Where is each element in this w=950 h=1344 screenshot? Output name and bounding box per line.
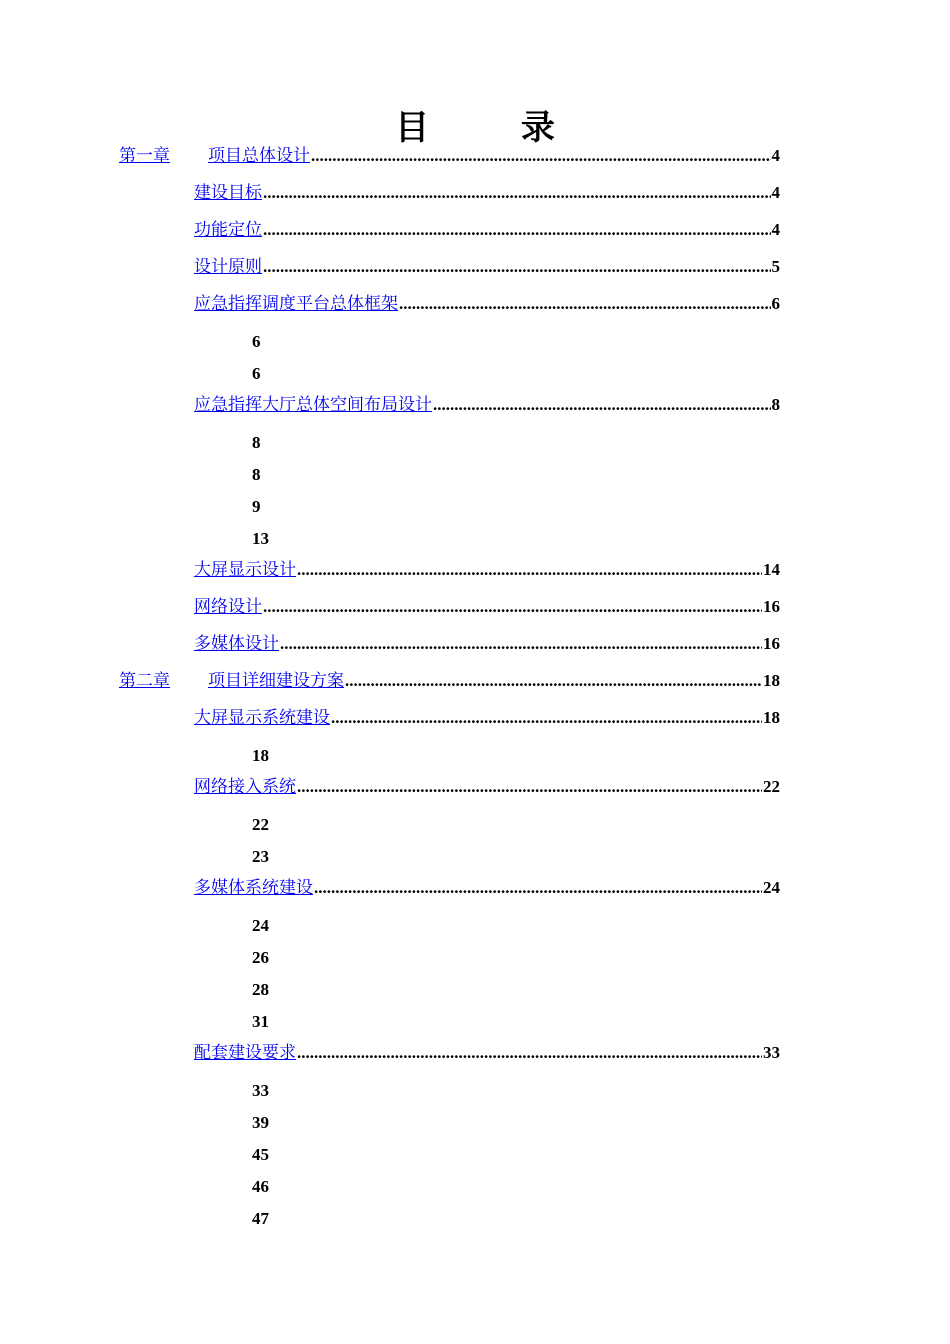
dot-leader [263, 219, 771, 241]
page-number: 8 [771, 395, 780, 414]
toc-section[interactable] [194, 776, 780, 798]
toc-subentry-page: 6 [252, 332, 261, 351]
dot-leader [314, 877, 762, 899]
dot-leader [297, 559, 762, 581]
page-number: 4 [771, 183, 780, 202]
toc-subentry-page: 13 [252, 529, 269, 548]
page-number: 4 [771, 146, 780, 165]
dot-leader [311, 145, 771, 167]
toc-subentry-page: 9 [252, 497, 261, 516]
dot-leader [345, 670, 762, 692]
page-number: 16 [763, 634, 780, 653]
toc-section[interactable] [194, 559, 780, 581]
toc-section[interactable] [194, 256, 780, 278]
toc-section[interactable] [194, 877, 780, 899]
section-title[interactable]: 多媒体设计 [194, 634, 279, 654]
page-number: 18 [763, 708, 780, 727]
page-number: 14 [763, 560, 780, 579]
section-title[interactable]: 建设目标 [194, 183, 262, 203]
page-number: 4 [771, 220, 780, 239]
section-title[interactable]: 网络设计 [194, 597, 262, 617]
section-title[interactable]: 设计原则 [194, 257, 262, 277]
page-number: 22 [763, 777, 780, 796]
toc-subentry-page: 45 [252, 1145, 269, 1164]
toc-section[interactable] [194, 596, 780, 618]
section-title[interactable]: 应急指挥大厅总体空间布局设计 [194, 395, 432, 415]
toc-section[interactable] [194, 707, 780, 729]
toc-section[interactable] [194, 633, 780, 655]
toc-title: 目 录 [395, 108, 595, 148]
toc-subentry-page: 6 [252, 364, 261, 383]
toc-section[interactable] [194, 293, 780, 315]
toc-chapter-1[interactable] [119, 145, 780, 167]
section-title[interactable]: 网络接入系统 [194, 777, 296, 797]
chapter-title[interactable]: 项目详细建设方案 [208, 671, 344, 691]
toc-subentry-page: 47 [252, 1209, 269, 1228]
dot-leader [433, 394, 771, 416]
dot-leader [297, 776, 762, 798]
toc-section[interactable] [194, 219, 780, 241]
toc-subentry-page: 24 [252, 916, 269, 935]
section-title[interactable]: 多媒体系统建设 [194, 878, 313, 898]
chapter-number[interactable]: 第二章 [119, 671, 170, 691]
toc-subentry-page: 23 [252, 847, 269, 866]
dot-leader [263, 596, 762, 618]
toc-subentry-page: 8 [252, 465, 261, 484]
page-number: 18 [763, 671, 780, 690]
page-number: 33 [763, 1043, 780, 1062]
section-title[interactable]: 大屏显示系统建设 [194, 708, 330, 728]
dot-leader [331, 707, 762, 729]
page-number: 6 [771, 294, 780, 313]
toc-subentry-page: 31 [252, 1012, 269, 1031]
toc-subentry-page: 28 [252, 980, 269, 999]
page-number: 24 [763, 878, 780, 897]
toc-subentry-page: 33 [252, 1081, 269, 1100]
dot-leader [263, 256, 771, 278]
chapter-title[interactable]: 项目总体设计 [208, 146, 310, 166]
dot-leader [399, 293, 771, 315]
toc-section[interactable] [194, 394, 780, 416]
dot-leader [263, 182, 771, 204]
chapter-number[interactable]: 第一章 [119, 146, 170, 166]
page-number: 5 [771, 257, 780, 276]
toc-section[interactable] [194, 182, 780, 204]
toc-subentry-page: 46 [252, 1177, 269, 1196]
toc-subentry-page: 18 [252, 746, 269, 765]
section-title[interactable]: 功能定位 [194, 220, 262, 240]
section-title[interactable]: 配套建设要求 [194, 1043, 296, 1063]
toc-subentry-page: 8 [252, 433, 261, 452]
toc-section[interactable] [194, 1042, 780, 1064]
page-number: 16 [763, 597, 780, 616]
toc-subentry-page: 39 [252, 1113, 269, 1132]
toc-subentry-page: 22 [252, 815, 269, 834]
toc-chapter-2[interactable] [119, 670, 780, 692]
dot-leader [280, 633, 762, 655]
section-title[interactable]: 大屏显示设计 [194, 560, 296, 580]
dot-leader [297, 1042, 762, 1064]
section-title[interactable]: 应急指挥调度平台总体框架 [194, 294, 398, 314]
toc-subentry-page: 26 [252, 948, 269, 967]
